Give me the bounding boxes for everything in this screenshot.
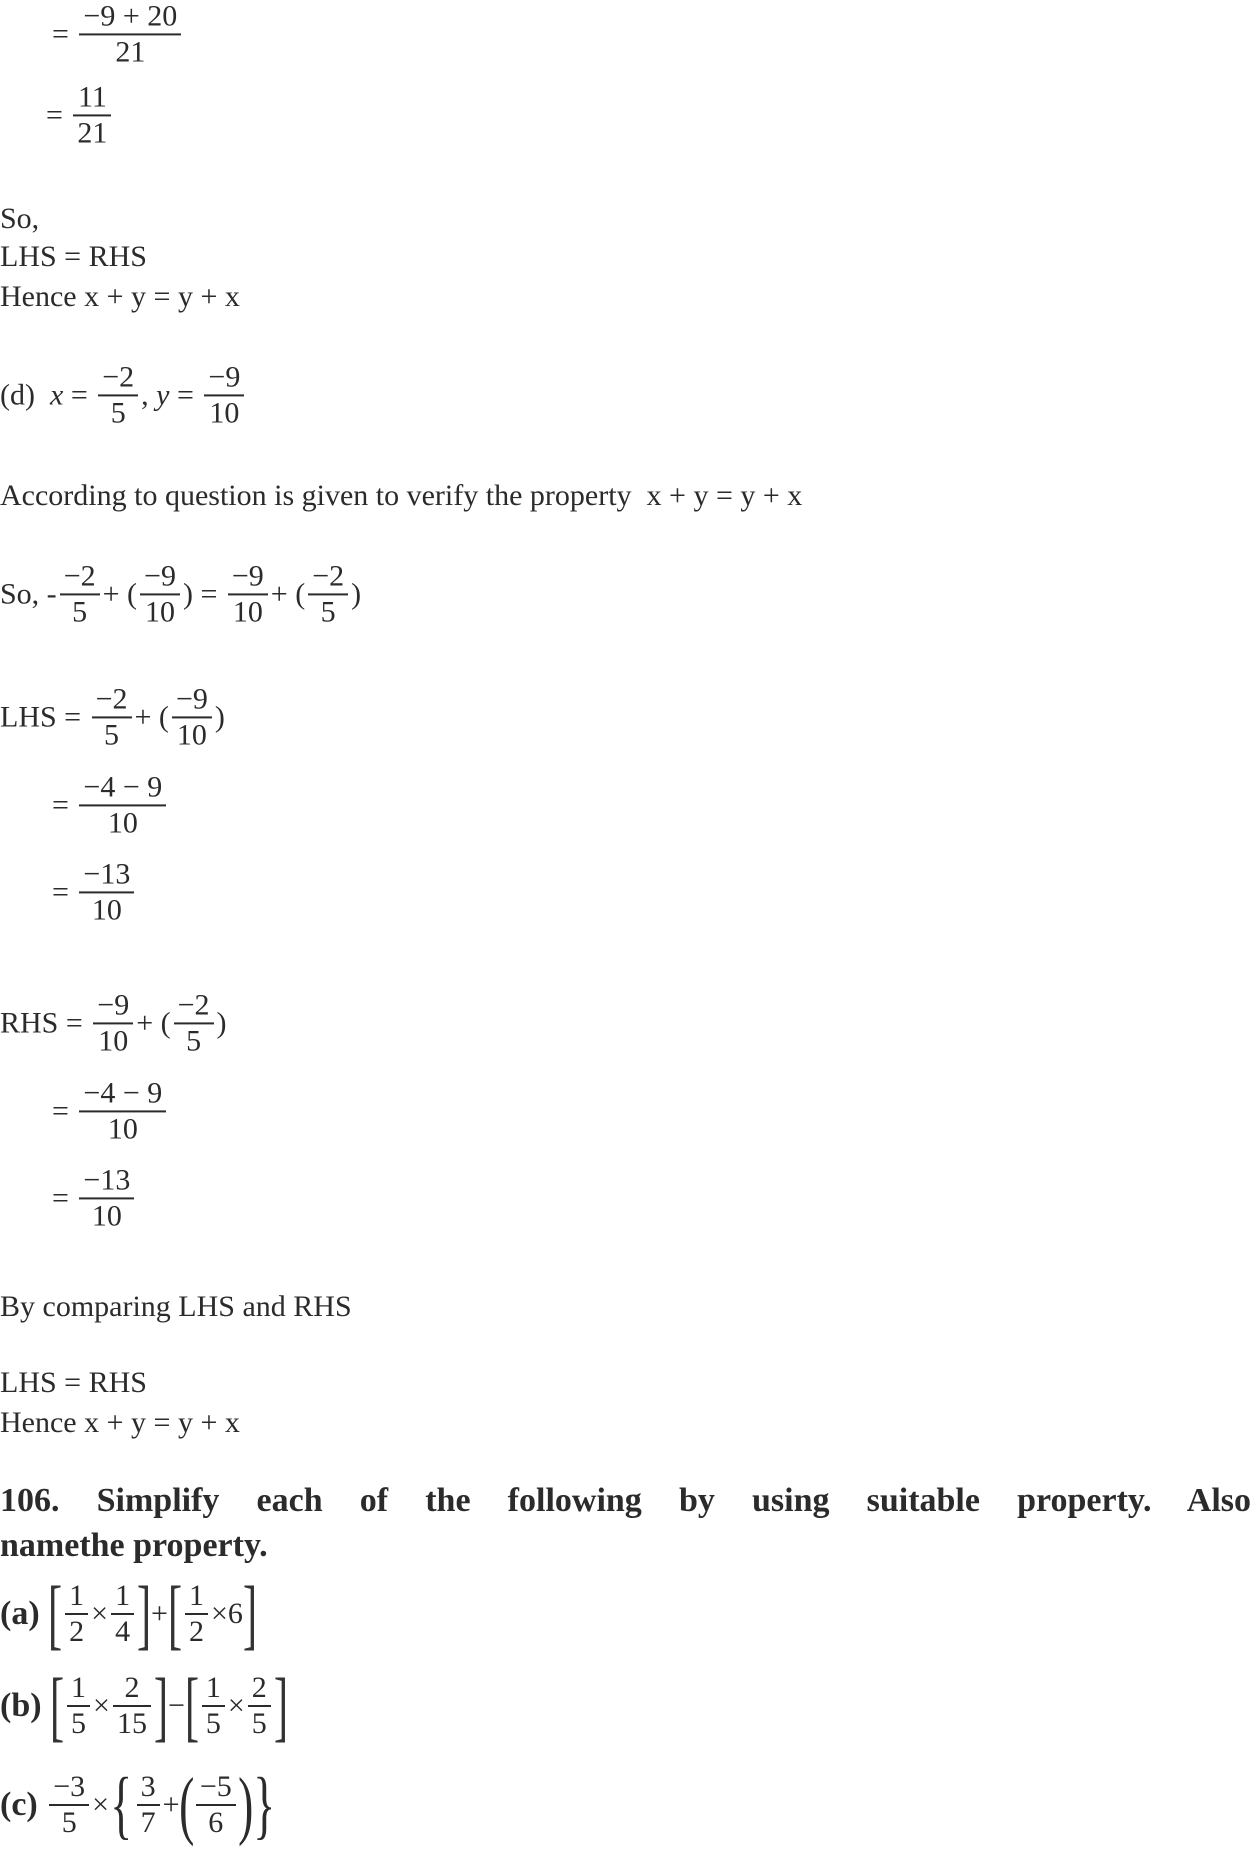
text-hence	[0, 280, 240, 314]
fraction	[79, 857, 134, 926]
denominator: 5	[61, 1806, 77, 1839]
bracket: ]	[273, 1662, 288, 1749]
bracket: [	[49, 1662, 65, 1749]
denominator: 21	[77, 116, 108, 149]
numerator: −2	[312, 559, 345, 593]
text: )	[216, 1006, 227, 1039]
text: ×	[227, 1689, 245, 1722]
fraction	[137, 1770, 160, 1839]
text: =	[52, 17, 77, 50]
denominator: 10	[107, 1112, 138, 1145]
fraction	[79, 1076, 166, 1145]
text: ) =	[182, 577, 225, 610]
denominator: 10	[209, 396, 240, 429]
numerator: 11	[77, 80, 107, 114]
numerator: −9	[144, 559, 176, 593]
text: So,	[0, 202, 40, 235]
text-according	[0, 479, 802, 513]
denominator: 15	[116, 1707, 147, 1740]
fraction	[113, 1671, 151, 1740]
text: ×	[93, 1689, 110, 1722]
text: (a)	[0, 1595, 49, 1632]
denominator: 5	[186, 1024, 202, 1057]
text: By comparing LHS and RHS	[0, 1290, 352, 1323]
step-so-equation	[0, 559, 361, 628]
step-lhs-2	[52, 770, 169, 839]
step-equals-result	[46, 80, 114, 149]
numerator: −9 + 20	[83, 0, 178, 33]
fraction	[73, 80, 111, 149]
step-equals-frac	[52, 0, 184, 69]
numerator: −9	[97, 988, 130, 1022]
text: ×	[91, 1597, 109, 1630]
numerator: −9	[231, 559, 264, 593]
fraction	[79, 770, 166, 839]
denominator: 10	[232, 595, 263, 628]
question-106-c	[0, 1763, 277, 1847]
fraction	[60, 559, 100, 628]
bracket: ]	[136, 1570, 152, 1657]
text: LHS = RHS	[0, 240, 147, 273]
denominator: 5	[251, 1707, 267, 1740]
numerator: −5	[199, 1770, 232, 1804]
fraction	[308, 559, 348, 628]
bracket: (	[178, 1763, 194, 1847]
text: )	[214, 700, 225, 733]
numerator: 2	[124, 1671, 140, 1705]
text: ×	[92, 1788, 110, 1821]
question-106-heading-line1: 106. Simplify each of the following by using suitable property. Also	[0, 1482, 1251, 1519]
text: (d)	[0, 378, 50, 411]
step-lhs	[0, 682, 225, 751]
text-by-comparing	[0, 1290, 352, 1324]
denominator: 4	[115, 1615, 131, 1648]
fraction	[93, 988, 133, 1057]
numerator: −2	[63, 559, 96, 593]
text-lhs-rhs-2	[0, 1366, 147, 1400]
denominator: 10	[144, 595, 175, 628]
fraction	[140, 559, 180, 628]
text: (b)	[0, 1687, 51, 1724]
variable: x	[49, 378, 64, 411]
denominator: 10	[91, 1199, 122, 1232]
text: RHS =	[0, 1006, 91, 1039]
fraction	[202, 1671, 225, 1740]
text: =	[46, 98, 71, 131]
bracket: [	[48, 1570, 63, 1657]
denominator: 10	[91, 893, 122, 926]
text: LHS = RHS	[0, 1366, 147, 1399]
denominator: 5	[104, 718, 120, 751]
text: =	[52, 788, 77, 821]
bracket: {	[110, 1763, 133, 1847]
text: LHS =	[0, 700, 89, 733]
numerator: 1	[188, 1579, 204, 1613]
step-lhs-3	[52, 857, 137, 926]
text: According to question is given to verify the property x + y = y + x	[0, 479, 803, 512]
numerator: −4 − 9	[83, 770, 163, 804]
denominator: 5	[72, 595, 88, 628]
question-106-heading-line2: namethe property.	[0, 1527, 268, 1564]
fraction	[185, 1579, 208, 1648]
fraction	[98, 360, 138, 429]
fraction	[92, 682, 132, 751]
denominator: 5	[110, 396, 126, 429]
denominator: 21	[115, 35, 146, 68]
part-d-given	[0, 360, 247, 429]
denominator: 5	[71, 1707, 87, 1740]
text-lhs-rhs	[0, 240, 147, 274]
denominator: 2	[69, 1615, 85, 1648]
step-rhs-3	[52, 1163, 137, 1232]
denominator: 5	[320, 595, 336, 628]
numerator: −13	[83, 1163, 131, 1197]
bracket: [	[184, 1662, 200, 1749]
bracket: ]	[242, 1570, 258, 1657]
text: + (	[102, 577, 138, 610]
bracket: ]	[153, 1662, 169, 1749]
denominator: 5	[205, 1707, 221, 1740]
fraction	[174, 988, 214, 1057]
text: −	[167, 1689, 185, 1722]
text: So, -	[0, 577, 57, 610]
fraction	[196, 1770, 236, 1839]
numerator: 2	[251, 1671, 267, 1705]
denominator: 10	[98, 1024, 129, 1057]
numerator: −2	[102, 360, 135, 394]
fraction	[79, 1163, 134, 1232]
numerator: −2	[177, 988, 210, 1022]
text: =	[169, 378, 202, 411]
fraction	[204, 360, 244, 429]
bracket: }	[253, 1763, 276, 1847]
fraction	[248, 1671, 271, 1740]
numerator: 1	[69, 1579, 85, 1613]
numerator: −13	[83, 857, 131, 891]
numerator: 1	[115, 1579, 131, 1613]
numerator: −3	[53, 1770, 86, 1804]
denominator: 10	[176, 718, 207, 751]
bracket: [	[167, 1570, 183, 1657]
numerator: −9	[208, 360, 241, 394]
fraction	[228, 559, 268, 628]
bracket: )	[237, 1763, 253, 1847]
fraction	[111, 1579, 134, 1648]
fraction	[67, 1671, 90, 1740]
text: Hence x + y = y + x	[0, 1406, 240, 1439]
denominator: 6	[208, 1806, 224, 1839]
numerator: 1	[205, 1671, 221, 1705]
text: + (	[270, 577, 306, 610]
fraction	[79, 0, 181, 69]
step-rhs	[0, 988, 227, 1057]
text: )	[351, 577, 362, 610]
denominator: 7	[140, 1806, 156, 1839]
numerator: −9	[175, 682, 208, 716]
text: ,	[141, 378, 157, 411]
fraction	[49, 1770, 89, 1839]
text: =	[63, 378, 96, 411]
text: ×6	[210, 1597, 243, 1630]
text: +	[162, 1788, 180, 1821]
text: + (	[136, 1006, 171, 1039]
numerator: 3	[140, 1770, 156, 1804]
denominator: 10	[107, 806, 138, 839]
numerator: −4 − 9	[83, 1076, 163, 1110]
fraction	[172, 682, 212, 751]
text: =	[52, 1181, 77, 1214]
denominator: 2	[188, 1615, 204, 1648]
numerator: 1	[71, 1671, 87, 1705]
text: Hence x + y = y + x	[0, 280, 240, 313]
question-106-b	[0, 1662, 288, 1749]
text: + (	[134, 700, 169, 733]
numerator: −2	[95, 682, 128, 716]
text: =	[52, 875, 77, 908]
fraction	[65, 1579, 88, 1648]
text: =	[52, 1094, 77, 1127]
step-rhs-2	[52, 1076, 169, 1145]
text-hence-2	[0, 1406, 240, 1440]
question-106-a	[0, 1570, 258, 1657]
text: +	[151, 1597, 168, 1630]
variable: y	[156, 378, 170, 411]
text-so	[0, 202, 39, 236]
text: (c)	[0, 1786, 47, 1823]
